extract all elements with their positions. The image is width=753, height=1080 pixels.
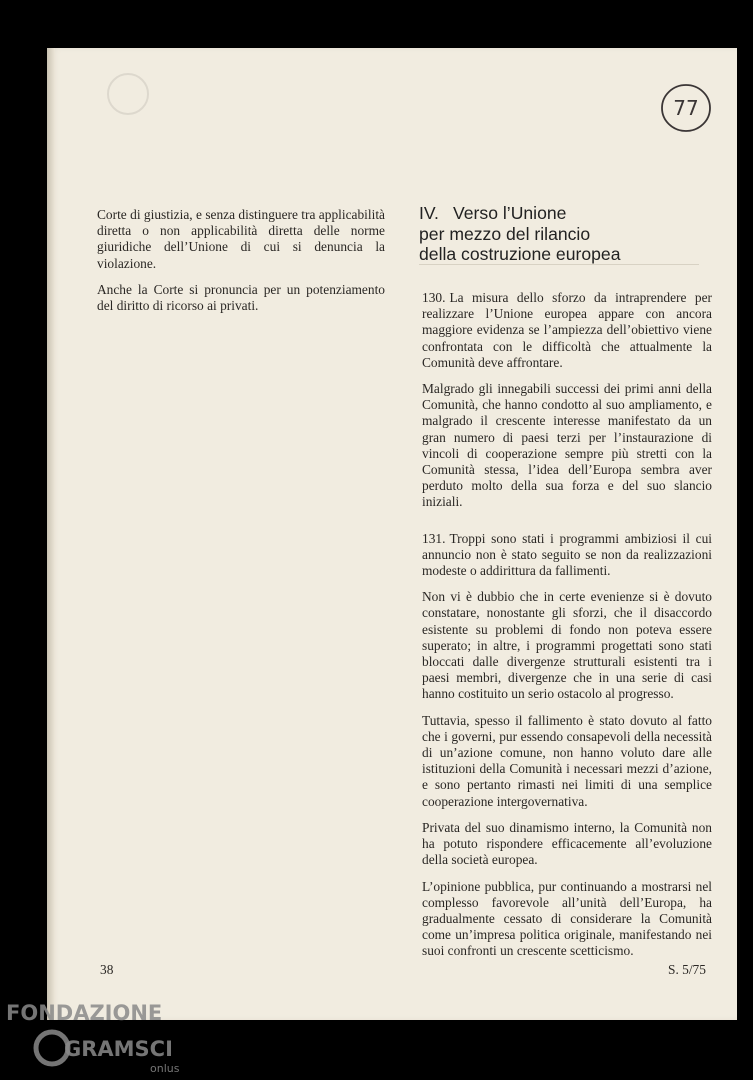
heading-line: Verso l’Unione bbox=[453, 203, 567, 223]
left-column bbox=[97, 207, 385, 324]
paragraph: Non vi è dubbio che in certe evenienze si è dovuto constatare, nonostante gli sforzi, che il disaccordo esistente su problemi di fondo non poteva essere superato; in altre, i programmi progettati sono stati bloccati dalle divergenze strutturali esistenti tra i paesi membri, divergenze che in una serie di casi hanno costituito un serio ostacolo al progresso. bbox=[422, 589, 712, 702]
logo-line-3: onlus bbox=[150, 1062, 180, 1075]
paragraph: L’opinione pubblica, pur continuando a mostrarsi nel complesso favorevole all’unità dell’Europa, ha gradualmente cessato di considerare la Comunità come un’impresa politica originale, manifestando nei suoi confronti un crescente scetticismo. bbox=[422, 878, 712, 959]
paragraph: Tuttavia, spesso il fallimento è stato dovuto al fatto che i governi, pur essendo consapevoli della necessità di un’azione comune, non hanno voluto dare alle istituzioni della Comunità i necessari mezzi d’azione, e sono pertanto rimasti nei limiti di una semplice cooperazione intergovernativa. bbox=[422, 712, 712, 809]
fondazione-gramsci-logo bbox=[6, 998, 186, 1080]
faint-stamp-mark bbox=[104, 70, 152, 118]
right-column bbox=[422, 290, 712, 970]
logo-line-2: GRAMSCI bbox=[64, 1037, 173, 1061]
document-reference: S. 5/75 bbox=[668, 962, 706, 977]
heading-line: della costruzione europea bbox=[419, 244, 621, 264]
paragraph: Malgrado gli innegabili successi dei primi anni della Comunità, che hanno condotto al suo ampliamento, e malgrado il crescente interesse manifestato da un gran numero di paesi terzi per l’instaurazione di vincoli di cooperazione sempre più stretti con la Comunità stessa, l’idea dell’Europa sembra aver perduto molto della sua forza e del suo slancio iniziali. bbox=[422, 381, 712, 510]
left-paragraph: Corte di giustizia, e senza distinguere tra applicabilità diretta o non applicabilità diretta delle norme giuridiche dell’Unione di cui si denuncia la violazione. bbox=[97, 207, 385, 271]
page-binding-shadow bbox=[47, 48, 55, 1020]
logo-line-1: FONDAZIONE bbox=[6, 1001, 163, 1025]
stamp-number: 77 bbox=[673, 96, 699, 120]
left-paragraph: Anche la Corte si pronuncia per un potenziamento del diritto di ricorso ai privati. bbox=[97, 281, 385, 314]
paragraph: Privata del suo dinamismo interno, la Comunità non ha potuto rispondere efficacemente all’evoluzione della società europea. bbox=[422, 819, 712, 868]
heading-roman-numeral: IV. bbox=[419, 203, 439, 223]
paragraph-number: 131. bbox=[422, 530, 446, 546]
page-number: 38 bbox=[100, 962, 114, 977]
section-heading bbox=[419, 203, 719, 265]
handwritten-page-stamp bbox=[660, 82, 712, 134]
paragraph-number: 130. bbox=[422, 290, 446, 305]
heading-underline bbox=[419, 264, 699, 265]
heading-line: per mezzo del rilancio bbox=[419, 223, 591, 244]
paragraph-130-1: 130. La misura dello sforzo da intraprendere per realizzare l’Unione europea appare con ancora maggiore evidenza se l’ampiezza dell’obiettivo viene confrontata con le difficoltà che attualmente la Comunità deve affrontare. bbox=[422, 290, 712, 370]
paragraph-131-1: 131. Troppi sono stati i programmi ambiziosi il cui annuncio non è stato seguito se non da realizzazioni modeste o addirittura da fallimenti. bbox=[422, 530, 712, 579]
